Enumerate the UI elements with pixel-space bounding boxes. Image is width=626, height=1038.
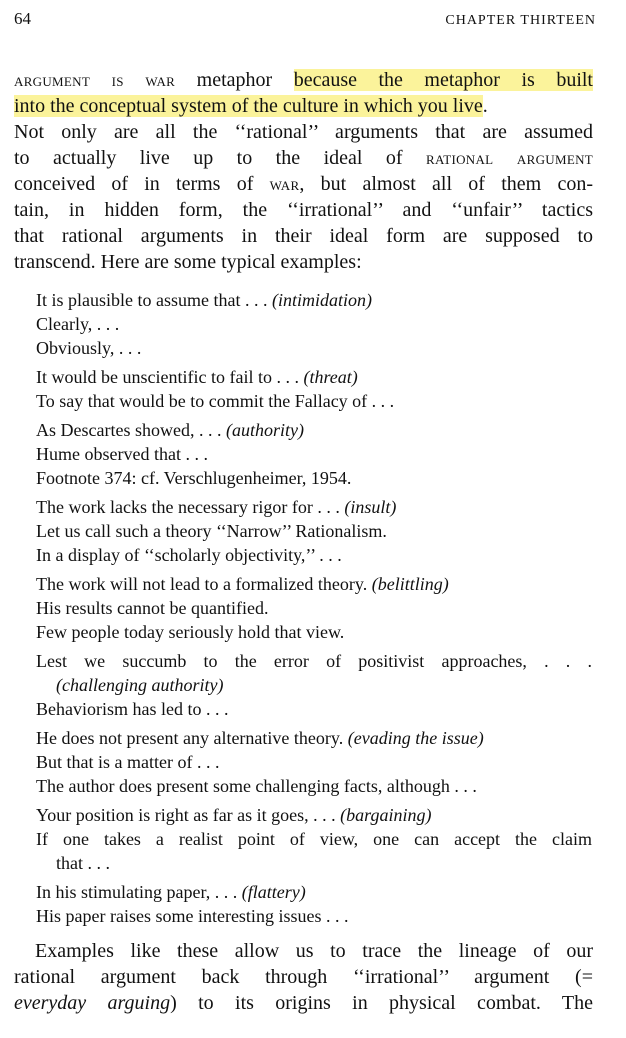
example-line [36, 726, 592, 750]
intro-line-4 [14, 145, 593, 171]
intro-text: conceived of in terms of [14, 173, 270, 195]
tactic-label: (bargaining) [340, 805, 432, 825]
closing-line-3 [14, 990, 593, 1016]
example-group [36, 649, 592, 721]
tactic-label: (challenging authority) [56, 675, 224, 695]
smallcaps-argument-is-war: argument is war [14, 70, 176, 91]
example-text: It is plausible to assume that . . . [36, 290, 272, 310]
intro-paragraph [14, 67, 593, 275]
example-line [36, 336, 592, 360]
example-line [36, 673, 592, 697]
example-text: His paper raises some interesting issues . . . [36, 906, 349, 926]
example-text: The author does present some challenging facts, although . . . [36, 776, 477, 796]
example-line [36, 774, 592, 798]
chapter-title: CHAPTER THIRTEEN [445, 13, 596, 28]
example-text: Clearly, . . . [36, 314, 120, 334]
example-line [36, 543, 592, 567]
tactic-label: (belittling) [371, 574, 449, 594]
tactic-label: (threat) [303, 367, 358, 387]
intro-line-3: Not only are all the ‘‘rational’’ arguments that are assumed [14, 121, 593, 143]
example-text: But that is a matter of . . . [36, 752, 220, 772]
example-line [36, 519, 592, 543]
example-group [36, 726, 592, 798]
example-text: Obviously, . . . [36, 338, 142, 358]
example-text: It would be unscientific to fail to . . . [36, 367, 304, 387]
example-text: In his stimulating paper, . . . [36, 882, 242, 902]
example-line [36, 904, 592, 928]
tactic-label: (authority) [225, 420, 304, 440]
example-line [36, 827, 592, 851]
example-line [36, 620, 592, 644]
example-group [36, 418, 592, 490]
example-line [36, 851, 592, 875]
example-text: To say that would be to commit the Fallacy of . . . [36, 391, 395, 411]
examples-list [36, 288, 592, 933]
closing-line-2: rational argument back through ‘‘irrational’’ argument (= [14, 966, 593, 988]
example-line [36, 466, 592, 490]
tactic-label: (insult) [344, 497, 397, 517]
example-line [36, 803, 592, 827]
example-text: Your position is right as far as it goes, . . . [36, 805, 341, 825]
closing-paragraph [14, 938, 593, 1016]
italic-everyday-arguing: everyday arguing [14, 992, 171, 1014]
intro-text: to actually live up to the ideal of [14, 147, 427, 169]
example-text: He does not present any alternative theory. [36, 728, 348, 748]
intro-line-5 [14, 171, 593, 197]
example-text: Hume observed that . . . [36, 444, 208, 464]
intro-line-7: that rational arguments in their ideal form are supposed to [14, 225, 593, 247]
closing-line-1: Examples like these allow us to trace the lineage of our [35, 940, 593, 962]
example-line [36, 442, 592, 466]
example-group [36, 365, 592, 413]
example-text: Behaviorism has led to . . . [36, 699, 229, 719]
example-text: The work will not lead to a formalized theory. [36, 574, 372, 594]
example-text: In a display of ‘‘scholarly objectivity,’’ . . . [36, 545, 342, 565]
smallcaps-war: war [269, 174, 300, 195]
smallcaps-rational-argument: rational argument [426, 148, 593, 169]
example-text: that . . . [56, 853, 110, 873]
example-group [36, 880, 592, 928]
example-text: The work lacks the necessary rigor for . . . [36, 497, 345, 517]
intro-text: . [482, 95, 488, 117]
example-group [36, 803, 592, 875]
example-line [36, 750, 592, 774]
example-text: Footnote 374: cf. Verschlugenheimer, 1954. [36, 468, 352, 488]
example-line [36, 596, 592, 620]
page-number: 64 [14, 9, 31, 28]
intro-line-1 [14, 67, 593, 93]
example-text: Few people today seriously hold that view. [36, 622, 345, 642]
example-line [36, 418, 592, 442]
intro-line-2 [14, 93, 593, 119]
example-group [36, 288, 592, 360]
tactic-label: (flattery) [241, 882, 306, 902]
intro-line-8: transcend. Here are some typical examples: [14, 251, 362, 273]
example-text: Let us call such a theory ‘‘Narrow’’ Rationalism. [36, 521, 387, 541]
example-group [36, 572, 592, 644]
example-line [36, 389, 592, 413]
example-text: His results cannot be quantified. [36, 598, 269, 618]
closing-text: ) to its origins in physical combat. The [170, 992, 593, 1014]
example-line [36, 365, 592, 389]
example-line [36, 572, 592, 596]
tactic-label: (evading the issue) [347, 728, 484, 748]
example-line [36, 288, 592, 312]
example-text: If one takes a realist point of view, one can accept the claim [36, 829, 592, 849]
intro-line-6: tain, in hidden form, the ‘‘irrational’’ and ‘‘unfair’’ tactics [14, 199, 593, 221]
example-line [36, 880, 592, 904]
tactic-label: (intimidation) [271, 290, 372, 310]
example-line [36, 697, 592, 721]
highlighted-text[interactable]: because the metaphor is built [293, 69, 593, 91]
example-line [36, 312, 592, 336]
highlighted-text[interactable]: into the conceptual system of the culture in which you live [14, 95, 483, 117]
intro-text: , but almost all of them con- [299, 173, 593, 195]
example-text: Lest we succumb to the error of positivist approaches, . . . [36, 651, 592, 671]
example-line [36, 495, 592, 519]
example-line [36, 649, 592, 673]
example-group [36, 495, 592, 567]
example-text: As Descartes showed, . . . [36, 420, 226, 440]
intro-text: metaphor [175, 69, 294, 91]
